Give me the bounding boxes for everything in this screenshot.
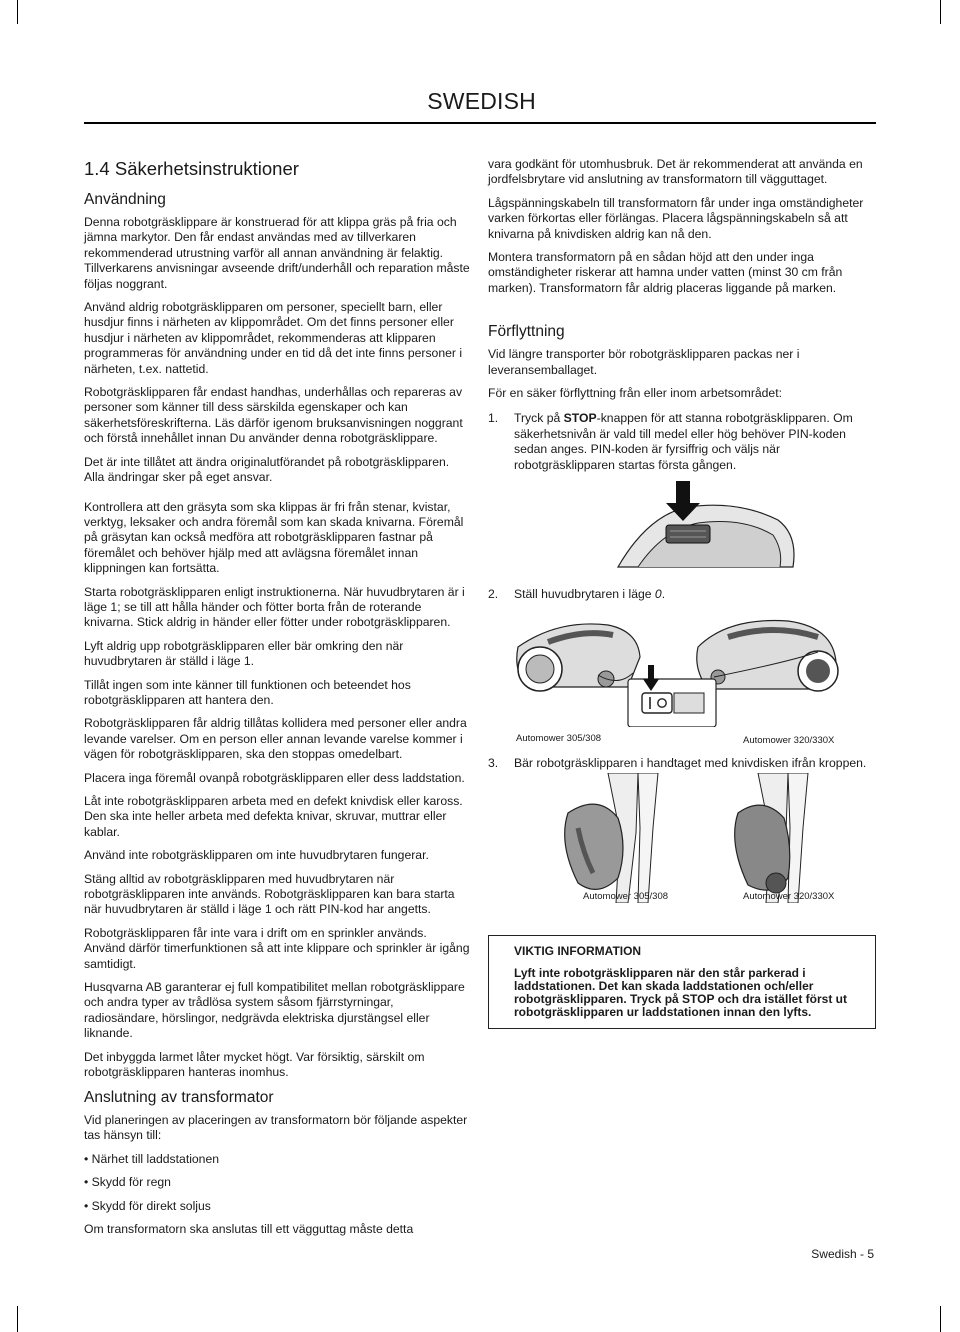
transformer-intro: Vid planeringen av placeringen av transformatorn bör följande aspekter tas hänsyn till:	[84, 1113, 468, 1143]
usage-paragraph: Kontrollera att den gräsyta som ska klippas är fri från stenar, kvistar, verktyg, leksaker och andra föremål som kan skada knivarna. Föremål på gräsytan kan också medföra att robotgräsklipparen fastnar på föremålet och behöver hjälp med att avlägsna föremålet innan klippningen kan fortsätta.	[84, 499, 464, 576]
important-notice	[488, 935, 876, 1029]
steps-list	[488, 411, 876, 473]
right-column	[488, 157, 876, 1029]
usage-paragraph: Robotgräsklipparen får endast handhas, underhållas och repareras av personer som känner till dess särskilda egenskaper och kan säkerhetsföreskrifterna. Läs därför igenom bruksanvisningen noggrant och förstå innehållet innan Du använder denna robotgräsklippare.	[84, 385, 463, 446]
mower-320-image	[697, 620, 838, 690]
figure-caption: Automower 320/330X	[743, 890, 835, 902]
right-paragraph: Montera transformatorn på en sådan höjd att den under inga omständigheter riskerar att hamna under vatten (minst 30 cm från marken). Transformatorn får aldrig placeras liggande på marken.	[488, 250, 843, 295]
main-switch-illustration	[488, 607, 876, 752]
crop-mark	[940, 1306, 941, 1332]
right-paragraph: Lågspänningskabeln till transformatorn får under inga omständigheter varken förkortas eller förlängas. Placera lågspänningskabeln så att knivarna på knivdisken aldrig kan nå den.	[488, 195, 864, 241]
usage-paragraph: Använd aldrig robotgräsklipparen om personer, speciellt barn, eller husdjur finns i närheten av klippområdet. Om det finns personer eller husdjur i närheten av klippområdet, rekommenderas att klipparen programmeras för användning under en tid då det inte finns personer i närheten, t.ex. nattetid.	[84, 300, 463, 376]
figure-caption: Automower 320/330X	[743, 734, 835, 746]
figure-caption: Automower 305/308	[516, 732, 602, 744]
left-column	[84, 158, 470, 1089]
usage-paragraph: Det är inte tillåtet att ändra originalutförandet på robotgräsklipparen. Alla ändringar sker på eget ansvar.	[84, 454, 450, 485]
step-text: Bär robotgräsklipparen i handtaget med knivdisken ifrån kroppen.	[514, 755, 867, 770]
steps-list	[488, 587, 876, 602]
figure-caption: Automower 305/308	[583, 890, 669, 902]
notice-title: VIKTIG INFORMATION	[514, 943, 642, 958]
moving-paragraph: Vid längre transporter bör robotgräsklipparen packas ner i leveransemballaget.	[488, 347, 800, 377]
usage-paragraph: Det inbyggda larmet låter mycket högt. Var försiktig, särskilt om robotgräsklipparen hanteras inomhus.	[84, 1049, 425, 1080]
usage-paragraph: Denna robotgräsklippare är konstruerad för att klippa gräs på fria och jämna markytor. Den får endast användas med av tillverkaren rekommenderad utrustning varför all annan användning är felaktig. Tillverkarens anvisningar avseende drift/underhåll och reparation måste följas noggrant.	[84, 215, 470, 291]
step-item	[488, 587, 876, 602]
usage-paragraph: Lyft aldrig upp robotgräsklipparen eller bär omkring den när huvudbrytaren är ställd i läge 1.	[84, 638, 404, 669]
usage-paragraph: Robotgräsklipparen får inte vara i drift om en sprinkler används. Använd därför timerfunktionen så att inte klippare och sprinkler är igång samtidigt.	[84, 925, 470, 971]
crop-mark	[17, 1306, 18, 1332]
usage-paragraph: Låt inte robotgräsklipparen arbeta med en defekt knivdisk eller kaross. Den ska inte heller arbeta med defekta knivar, skruvar, muttrar eller kablar.	[84, 794, 463, 839]
list-item: • Skydd för regn	[84, 1175, 171, 1190]
usage-paragraph: Robotgräsklipparen får aldrig tillåtas kollidera med personer eller andra levande varelser. Om en person eller annan levande varelse kommer i vägen för robotgräsklipparen, ska den stoppas omedelbart.	[84, 716, 467, 762]
transformer-list	[84, 1152, 484, 1214]
carrying-illustration	[488, 773, 876, 915]
header-rule	[84, 122, 876, 124]
usage-paragraph: Stäng alltid av robotgräsklipparen med huvudbrytaren när robotgräsklipparen inte används. Robotgräsklipparen kan bara starta när huvudbrytaren är ställd i läge 1 och rätt PIN-kod har angetts.	[84, 871, 455, 917]
list-item: • Närhet till laddstationen	[84, 1151, 220, 1166]
mower-305-image	[517, 623, 640, 690]
usage-heading: Användning	[84, 191, 166, 208]
usage-paragraph: Husqvarna AB garanterar ej full kompatibilitet mellan robotgräsklippare och andra typer av trådlösa system såsom fjärrstyrningar, radiosändare, hörslingor, nedgrävda elektriska djurstängsel eller liknande.	[84, 980, 465, 1041]
stop-button-illustration	[488, 475, 876, 583]
step-item	[488, 756, 876, 771]
moving-heading: Förflyttning	[488, 323, 565, 341]
step-text: Tryck på STOP-knappen för att stanna robotgräsklipparen. Om säkerhetsnivån är vald till medel eller hög behöver PIN-koden sedan anges. PIN-koden är fyrsiffrig och väljs när robotgräsklipparen startas första gången.	[514, 411, 853, 472]
moving-paragraph: För en säker förflyttning från eller inom arbetsområdet:	[488, 386, 782, 401]
transformer-heading: Anslutning av transformator	[84, 1089, 274, 1106]
notice-body: Lyft inte robotgräsklipparen när den står parkerad i laddstationen. Det kan skada laddstationen och/eller robotgräsklipparen. Tryck på STOP och dra istället först ut robotgräsklipparen ur laddstationen innan den lyfts.	[514, 966, 847, 1020]
step-item	[488, 411, 876, 473]
page-number: Swedish - 5	[811, 1247, 874, 1261]
transformer-section	[84, 1088, 484, 1245]
crop-mark	[940, 0, 941, 24]
person-carrying-320-image	[735, 773, 808, 903]
step-number: 1.	[488, 411, 499, 426]
steps-list	[488, 756, 876, 771]
usage-paragraph: Starta robotgräsklipparen enligt instruktionerna. När huvudbrytaren är i läge 1; se till att hålla händer och fötter borta från de roterande knivarna. Stick aldrig in händer eller fötter under robotgräsklipparen.	[84, 584, 465, 630]
crop-mark	[17, 0, 18, 24]
step-text: Ställ huvudbrytaren i läge 0.	[514, 587, 666, 602]
right-paragraph: vara godkänt för utomhusbruk. Det är rekommenderat att använda en jordfelsbrytare vid anslutning av transformatorn till vägguttaget.	[488, 157, 863, 187]
usage-paragraph: Placera inga föremål ovanpå robotgräsklipparen eller dess laddstation.	[84, 770, 465, 785]
section-title: 1.4 Säkerhetsinstruktioner	[84, 158, 299, 179]
step-number: 2.	[488, 587, 499, 602]
person-carrying-305-image	[565, 773, 658, 903]
transformer-outro: Om transformatorn ska anslutas till ett vägguttag måste detta	[84, 1222, 414, 1237]
usage-paragraph: Tillåt ingen som inte känner till funktionen och beteendet hos robotgräsklipparen att hantera den.	[84, 677, 411, 707]
step-number: 3.	[488, 755, 499, 770]
header-language: SWEDISH	[427, 88, 536, 114]
usage-paragraph: Använd inte robotgräsklipparen om inte huvudbrytaren fungerar.	[84, 848, 429, 863]
list-item: • Skydd för direkt soljus	[84, 1198, 211, 1213]
